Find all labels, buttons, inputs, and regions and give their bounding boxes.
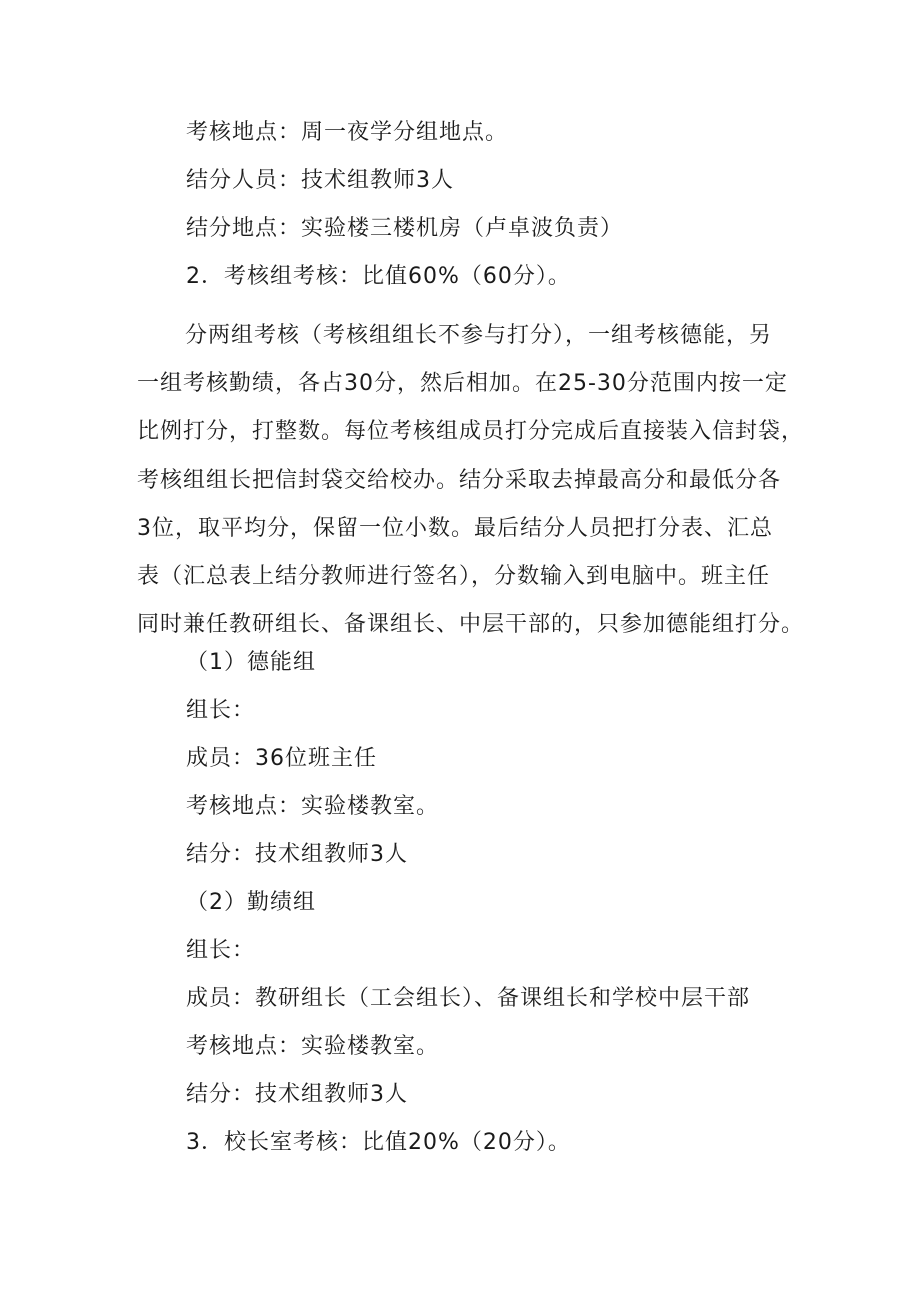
paragraph-line: 分两组考核（考核组组长不参与打分），一组考核德能，另 bbox=[185, 323, 773, 348]
line-scoring-location: 结分地点：实验楼三楼机房（卢卓波负责） bbox=[186, 216, 624, 241]
paragraph-line: 一组考核勤绩，各占30分，然后相加。在25-30分范围内按一定 bbox=[137, 371, 788, 397]
group1-members: 成员：36位班主任 bbox=[186, 746, 377, 771]
assessment-paragraph bbox=[137, 312, 807, 649]
group1-scoring: 结分：技术组教师3人 bbox=[186, 842, 408, 867]
group2-members: 成员：教研组长（工会组长）、备课组长和学校中层干部 bbox=[186, 986, 751, 1011]
paragraph-line: 比例打分，打整数。每位考核组成员打分完成后直接装入信封袋， bbox=[137, 419, 805, 445]
group1-heading: （1）德能组 bbox=[186, 650, 316, 675]
paragraph-line: 考核组组长把信封袋交给校办。结分采取去掉最高分和最低分各 bbox=[137, 467, 782, 493]
line-scoring-staff: 结分人员：技术组教师3人 bbox=[186, 168, 454, 193]
group2-heading: （2）勤绩组 bbox=[186, 890, 316, 915]
group1-location: 考核地点：实验楼教室。 bbox=[186, 794, 440, 819]
section-3-heading: 3．校长室考核：比值20%（20分）。 bbox=[186, 1130, 571, 1155]
paragraph-line: 3位，取平均分，保留一位小数。最后结分人员把打分表、汇总 bbox=[137, 515, 773, 541]
line-assessment-location: 考核地点：周一夜学分组地点。 bbox=[186, 120, 509, 145]
paragraph-line: 同时兼任教研组长、备课组长、中层干部的，只参加德能组打分。 bbox=[137, 612, 805, 638]
group2-leader: 组长： bbox=[186, 938, 256, 963]
section-2-heading: 2．考核组考核：比值60%（60分）。 bbox=[186, 264, 571, 289]
group2-location: 考核地点：实验楼教室。 bbox=[186, 1034, 440, 1059]
group1-leader: 组长： bbox=[186, 698, 256, 723]
group2-scoring: 结分：技术组教师3人 bbox=[186, 1082, 408, 1107]
paragraph-line: 表（汇总表上结分教师进行签名），分数输入到电脑中。班主任 bbox=[137, 563, 771, 589]
